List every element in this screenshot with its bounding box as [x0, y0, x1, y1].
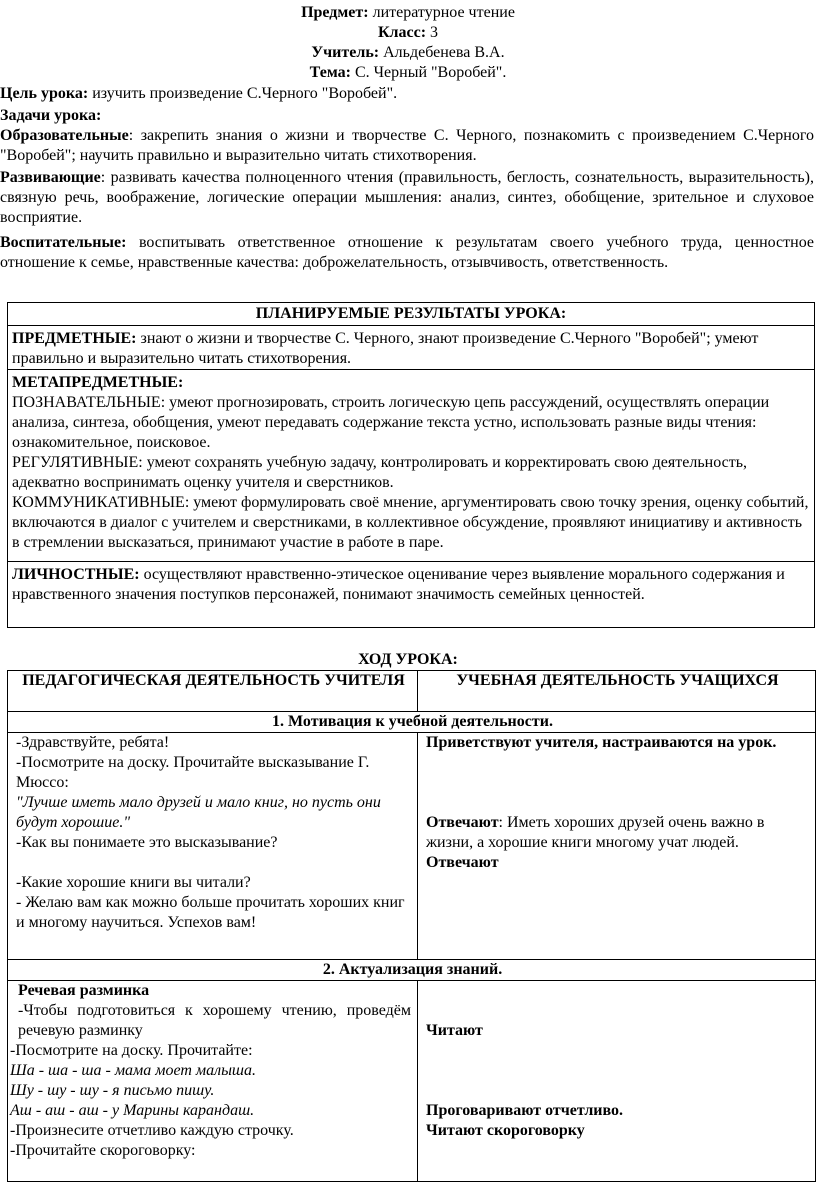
stage-2-title: 2. Актуализация знаний. — [8, 960, 816, 981]
s1-student-answer-text: : Иметь хороших друзей очень важно в жизни, а хорошие книги многому учат людей. — [426, 814, 765, 851]
s2-verse-line: Ша - ша - ша - мама моет малыша. — [10, 1062, 257, 1079]
results-personal — [8, 561, 814, 627]
stage-row — [8, 712, 816, 733]
lesson-flow-table — [7, 670, 816, 1182]
s1-student-answer-label: Отвечают — [426, 814, 499, 831]
class-line — [0, 23, 816, 43]
stage-1-student-cell — [418, 733, 816, 960]
task-upbringing — [0, 233, 814, 273]
col-header-teacher: ПЕДАГОГИЧЕСКАЯ ДЕЯТЕЛЬНОСТЬ УЧИТЕЛЯ — [8, 671, 418, 712]
stage-1-teacher-cell — [8, 733, 418, 960]
subject-value: литературное чтение — [372, 4, 515, 21]
lesson-goal — [0, 84, 814, 104]
results-meta-cognitive: ПОЗНАВАТЕЛЬНЫЕ: умеют прогнозировать, строить логическую цепь рассуждений, осуществлять операции анализа, синтеза, обобщения, умеют передавать содержание текста устно, использовать разные виды чтения: ознакомительное, поисковое. — [12, 394, 770, 451]
class-value: 3 — [430, 24, 439, 41]
col-header-student: УЧЕБНАЯ ДЕЯТЕЛЬНОСТЬ УЧАЩИХСЯ — [418, 671, 816, 712]
task-upbringing-label: Воспитательные: — [0, 234, 127, 251]
task-developing-text: : развивать качества полноценного чтения (правильность, беглость, сознательность, выразительность), связную речь, воображение, логические операции мышления: анализ, синтез, обобщение, зрительное и слуховое восприятие. — [0, 169, 814, 226]
s1-student-answer — [426, 813, 809, 853]
results-meta-communicative: КОММУНИКАТИВНЫЕ: умеют формулировать своё мнение, аргументировать свою точку зрения, оценку событий, включаются в диалог с учителем и сверстниками, в коллективное обсуждение, проявляют инициативу и активность в стремлении высказаться, принимают участие в работе в паре. — [12, 494, 809, 551]
results-personal-label: ЛИЧНОСТНЫЕ: — [12, 566, 140, 583]
s2-student-line: Читают скороговорку — [426, 1122, 585, 1139]
results-subject — [8, 325, 814, 369]
table-row — [8, 733, 816, 960]
goal-label: Цель урока: — [0, 85, 89, 102]
goal-text: изучить произведение С.Черного "Воробей". — [92, 85, 398, 102]
s1-teacher-line: -Как вы понимаете это высказывание? — [16, 834, 278, 851]
tasks-title: Задачи урока: — [0, 107, 102, 124]
s1-quote: "Лучше иметь мало друзей и мало книг, но пусть они будут хорошие." — [16, 794, 381, 831]
s1-teacher-line: -Посмотрите на доску. Прочитайте высказывание Г. Мюссо: — [16, 754, 370, 791]
s2-warmup-title: Речевая разминка — [18, 982, 150, 999]
planned-results-box — [7, 302, 815, 628]
topic-value: С. Черный "Воробей". — [354, 64, 507, 81]
task-developing — [0, 168, 814, 228]
s1-student-line: Отвечают — [426, 854, 499, 871]
s2-student-line: Проговаривают отчетливо. — [426, 1102, 624, 1119]
s1-teacher-line: -Здравствуйте, ребята! — [16, 734, 170, 751]
teacher-line — [0, 43, 816, 63]
results-meta-label: МЕТАПРЕДМЕТНЫЕ: — [12, 374, 184, 391]
task-educational-text: : закрепить знания о жизни и творчестве С. Черного, познакомить с произведением С.Черного "Воробей"; научить правильно и выразительно читать стихотворения. — [0, 127, 814, 164]
planned-results-title: ПЛАНИРУЕМЫЕ РЕЗУЛЬТАТЫ УРОКА: — [255, 305, 567, 322]
s1-teacher-line: -Какие хорошие книги вы читали? — [16, 874, 251, 891]
s2-teacher-line: -Чтобы подготовиться к хорошему чтению, проведём речевую разминку — [18, 1002, 411, 1039]
teacher-label: Учитель: — [311, 44, 380, 61]
subject-line — [0, 3, 816, 23]
class-label: Класс: — [377, 24, 427, 41]
teacher-value: Альдебенева В.А. — [383, 44, 505, 61]
topic-line — [0, 63, 816, 83]
table-row — [8, 981, 816, 1182]
stage-1-title: 1. Мотивация к учебной деятельности. — [8, 712, 816, 733]
lesson-flow-title: ХОД УРОКА: — [358, 651, 458, 668]
stage-2-teacher-cell — [8, 981, 418, 1182]
table-header-row — [8, 671, 816, 712]
s1-student-line: Приветствуют учителя, настраиваются на урок. — [426, 734, 777, 751]
s2-verse-line: Аш - аш - аш - у Марины карандаш. — [10, 1102, 255, 1119]
s2-student-line: Читают — [426, 1022, 483, 1039]
task-educational-label: Образовательные — [0, 127, 129, 144]
task-upbringing-text: воспитывать ответственное отношение к результатам своего учебного труда, ценностное отношение к семье, нравственные качества: доброжелательность, отзывчивость, ответственность. — [0, 234, 814, 271]
s2-teacher-line: -Прочитайте скороговорку: — [10, 1142, 196, 1159]
s1-teacher-line: - Желаю вам как можно больше прочитать хороших книг и многому научиться. Успехов вам! — [16, 894, 405, 931]
task-developing-label: Развивающие — [0, 169, 101, 186]
subject-label: Предмет: — [301, 4, 369, 21]
topic-label: Тема: — [309, 64, 351, 81]
s2-teacher-line: -Произнесите отчетливо каждую строчку. — [10, 1122, 294, 1139]
results-personal-text: осуществляют нравственно-этическое оценивание через выявление морального содержания и нравственного значения поступков персонажей, понимают значимость семейных ценностей. — [12, 566, 785, 603]
task-educational — [0, 126, 814, 166]
s2-teacher-line: -Посмотрите на доску. Прочитайте: — [10, 1042, 253, 1059]
s2-verse-line: Шу - шу - шу - я письмо пишу. — [10, 1082, 215, 1099]
stage-2-student-cell — [418, 981, 816, 1182]
stage-row — [8, 960, 816, 981]
results-meta-regulatory: РЕГУЛЯТИВНЫЕ: умеют сохранять учебную задачу, контролировать и корректировать свою деятельность, адекватно воспринимать оценку учителя и сверстников. — [12, 454, 747, 491]
results-subject-label: ПРЕДМЕТНЫЕ: — [12, 330, 137, 347]
results-meta — [8, 369, 814, 561]
results-subject-text: знают о жизни и творчестве С. Черного, знают произведение С.Черного "Воробей"; умеют правильно и выразительно читать стихотворения. — [12, 330, 759, 367]
